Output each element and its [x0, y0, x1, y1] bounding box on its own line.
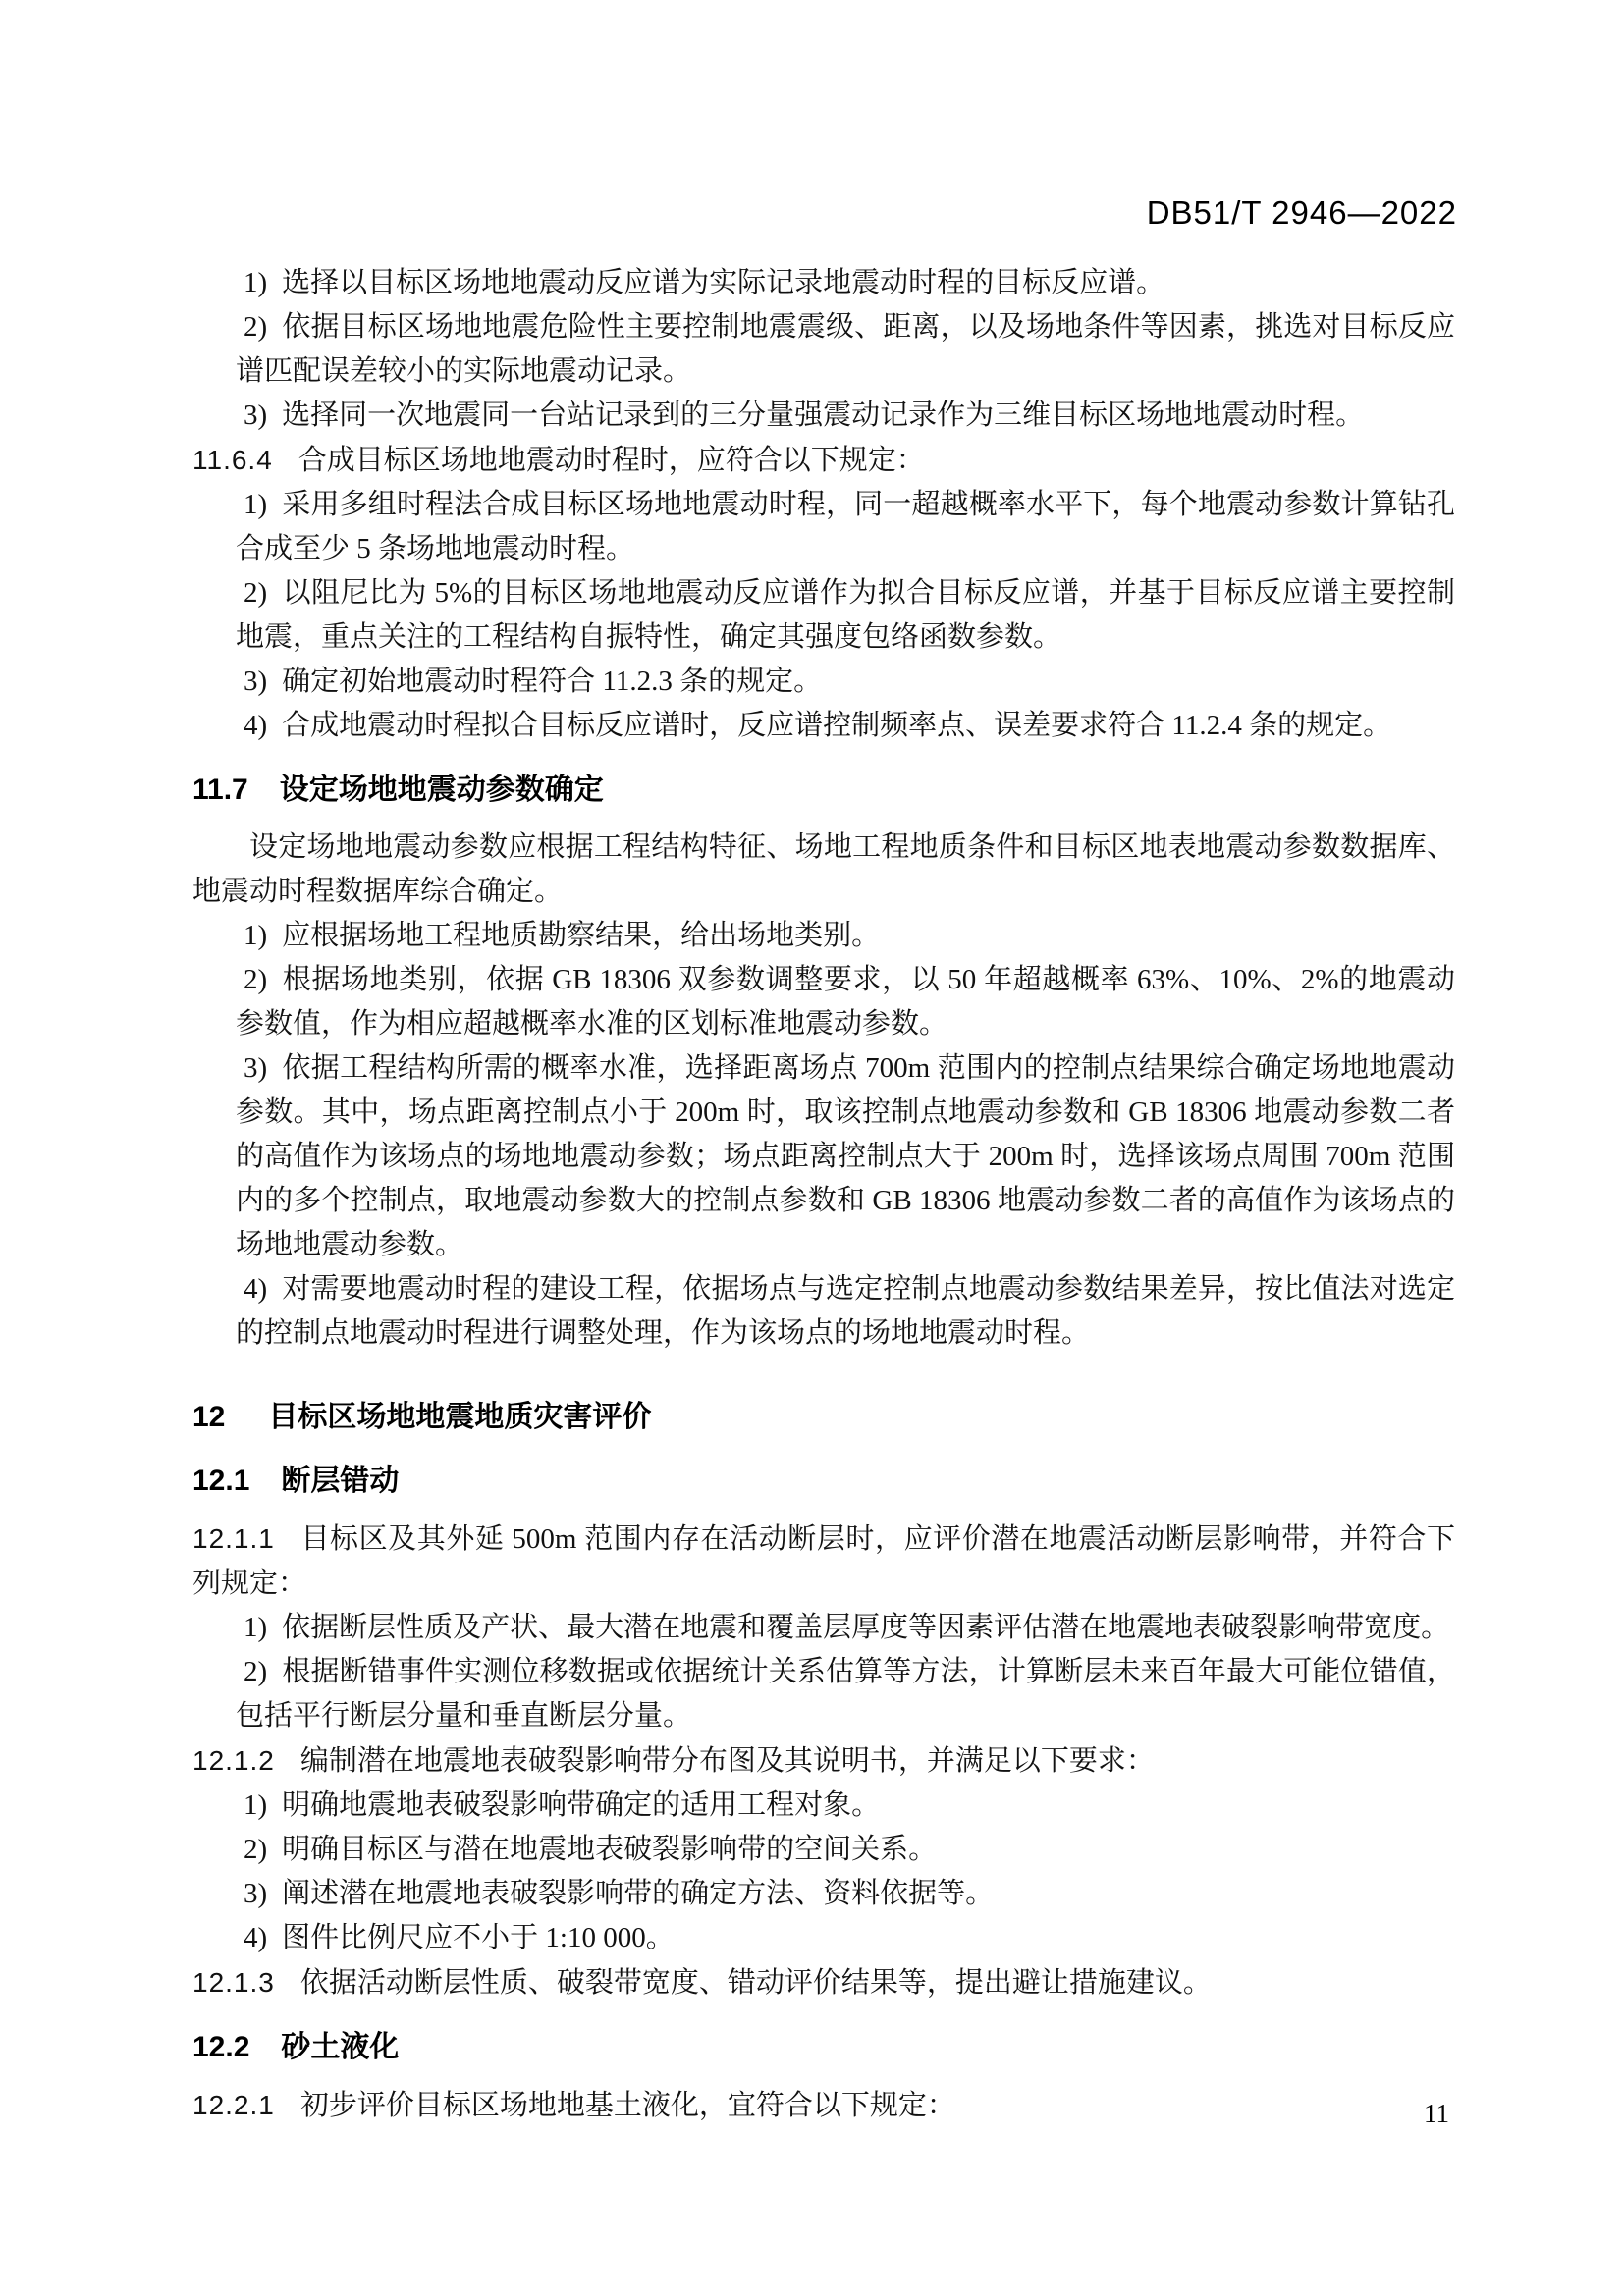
list-item-number: 2) — [244, 311, 268, 343]
text: 编制潜在地震地表破裂影响带分布图及其说明书，并满足以下要求： — [299, 1745, 1155, 1777]
clause-paragraph — [192, 1738, 1455, 1784]
clause-number: 12.1.1 — [192, 1523, 275, 1554]
clause-paragraph — [192, 1517, 1455, 1606]
list-item-number: 2) — [244, 1656, 268, 1687]
paragraph — [192, 826, 1455, 914]
text: 依据断层性质及产状、最大潜在地震和覆盖层厚度等因素评估潜在地震地表破裂影响带宽度。 — [282, 1612, 1450, 1643]
list-item — [192, 1916, 1455, 1960]
clause-paragraph — [192, 1960, 1455, 2005]
section-heading — [192, 1459, 1455, 1503]
list-item — [192, 660, 1455, 704]
list-item — [192, 261, 1455, 305]
list-item — [192, 1650, 1455, 1738]
clause-number: 12.2.1 — [192, 2090, 275, 2120]
list-item-number: 4) — [244, 710, 268, 741]
document-body — [192, 0, 1455, 2128]
list-item — [192, 958, 1455, 1046]
text: 确定初始地震动时程符合 11.2.3 条的规定。 — [282, 666, 823, 697]
text: 明确目标区与潜在地震地表破裂影响带的空间关系。 — [282, 1834, 938, 1865]
list-item — [192, 914, 1455, 958]
list-item-number: 3) — [244, 666, 268, 697]
list-item-number: 1) — [244, 1789, 268, 1821]
clause-number: 11.7 — [192, 774, 248, 806]
text: 合成地震动时程拟合目标反应谱时，反应谱控制频率点、误差要求符合 11.2.4 条的规定。 — [282, 710, 1392, 741]
clause-number: 12.1 — [192, 1465, 250, 1497]
text: 断层错动 — [281, 1465, 400, 1497]
list-item — [192, 1267, 1455, 1356]
list-item-number: 1) — [244, 920, 268, 951]
list-item — [192, 1046, 1455, 1267]
text: 合成目标区场地地震动时程时，应符合以下规定： — [298, 445, 925, 476]
text: 采用多组时程法合成目标区场地地震动时程，同一超越概率水平下，每个地震动参数计算钻孔合成至少 5 条场地地震动时程。 — [236, 489, 1455, 564]
clause-number: 12.1.2 — [192, 1745, 275, 1776]
text: 阐述潜在地震地表破裂影响带的确定方法、资料依据等。 — [282, 1878, 995, 1909]
list-item — [192, 1784, 1455, 1828]
text: 根据场地类别，依据 GB 18306 双参数调整要求，以 50 年超越概率 63%、10%、2%的地震动参数值，作为相应超越概率水准的区划标准地震动参数。 — [236, 964, 1455, 1040]
section-heading — [192, 768, 1455, 812]
text: 以阻尼比为 5%的目标区场地地震动反应谱作为拟合目标反应谱，并基于目标反应谱主要控制地震，重点关注的工程结构自振特性，确定其强度包络函数参数。 — [236, 577, 1455, 653]
chapter-heading — [192, 1395, 1455, 1439]
text: 设定场地地震动参数确定 — [279, 774, 604, 806]
text: 依据活动断层性质、破裂带宽度、错动评价结果等，提出避让措施建议。 — [299, 1967, 1212, 1999]
section-heading — [192, 2025, 1455, 2069]
clause-paragraph — [192, 438, 1455, 483]
text: 依据工程结构所需的概率水准，选择距离场点 700m 范围内的控制点结果综合确定场地地震动参数。其中，场点距离控制点小于 200m 时，取该控制点地震动参数和 GB 18306 地震动参数二者的高值作为该场点的场地地震动参数；场点距离控制点大于 200m 时，选择该场点周围 700m 范围内的多个控制点，取地震动参数大的控制点参数和 GB 18306 地震动参数二者的高值作为该场点的场地地震动参数。 — [236, 1052, 1455, 1260]
text: 目标区场地地震地质灾害评价 — [268, 1401, 652, 1433]
text: 选择以目标区场地地震动反应谱为实际记录地震动时程的目标反应谱。 — [282, 267, 1165, 298]
list-item-number: 3) — [244, 1878, 268, 1909]
list-item — [192, 483, 1455, 571]
clause-number: 12.2 — [192, 2031, 250, 2063]
list-item-number: 4) — [244, 1922, 268, 1953]
text: 明确地震地表破裂影响带确定的适用工程对象。 — [282, 1789, 881, 1821]
text: 设定场地地震动参数应根据工程结构特征、场地工程地质条件和目标区地表地震动参数数据库、地震动时程数据库综合确定。 — [192, 831, 1455, 907]
list-item — [192, 1828, 1455, 1872]
list-item-number: 3) — [244, 400, 268, 431]
list-item-number: 2) — [244, 964, 268, 995]
text: 依据目标区场地地震危险性主要控制地震震级、距离，以及场地条件等因素，挑选对目标反应谱匹配误差较小的实际地震动记录。 — [236, 311, 1455, 387]
list-item-number: 1) — [244, 1612, 268, 1643]
list-item — [192, 571, 1455, 660]
doc-number-header: DB51/T 2946—2022 — [1146, 194, 1457, 231]
list-item-number: 3) — [244, 1052, 268, 1084]
list-item-number: 1) — [244, 267, 268, 298]
list-item — [192, 1872, 1455, 1916]
list-item — [192, 1606, 1455, 1650]
clause-number: 11.6.4 — [192, 445, 273, 475]
text: 初步评价目标区场地地基土液化，宜符合以下规定： — [299, 2090, 955, 2121]
list-item — [192, 394, 1455, 438]
text: 选择同一次地震同一台站记录到的三分量强震动记录作为三维目标区场地地震动时程。 — [282, 400, 1365, 431]
clause-number: 12.1.3 — [192, 1967, 275, 1998]
text: 根据断错事件实测位移数据或依据统计关系估算等方法，计算断层未来百年最大可能位错值，包括平行断层分量和垂直断层分量。 — [236, 1656, 1455, 1732]
list-item-number: 2) — [244, 1834, 268, 1865]
text: 图件比例尺应不小于 1:10 000。 — [282, 1922, 675, 1953]
text: 对需要地震动时程的建设工程，依据场点与选定控制点地震动参数结果差异，按比值法对选定的控制点地震动时程进行调整处理，作为该场点的场地地震动时程。 — [236, 1273, 1455, 1349]
list-item-number: 4) — [244, 1273, 268, 1305]
page-number: 11 — [1424, 2099, 1449, 2128]
text: 砂土液化 — [281, 2031, 400, 2063]
clause-paragraph — [192, 2083, 1455, 2128]
text: 应根据场地工程地质勘察结果，给出场地类别。 — [282, 920, 881, 951]
text: 目标区及其外延 500m 范围内存在活动断层时，应评价潜在地震活动断层影响带，并符合下列规定： — [192, 1523, 1455, 1599]
list-item-number: 2) — [244, 577, 268, 609]
list-item-number: 1) — [244, 489, 268, 520]
clause-number: 12 — [192, 1401, 226, 1433]
list-item — [192, 704, 1455, 748]
list-item — [192, 305, 1455, 394]
